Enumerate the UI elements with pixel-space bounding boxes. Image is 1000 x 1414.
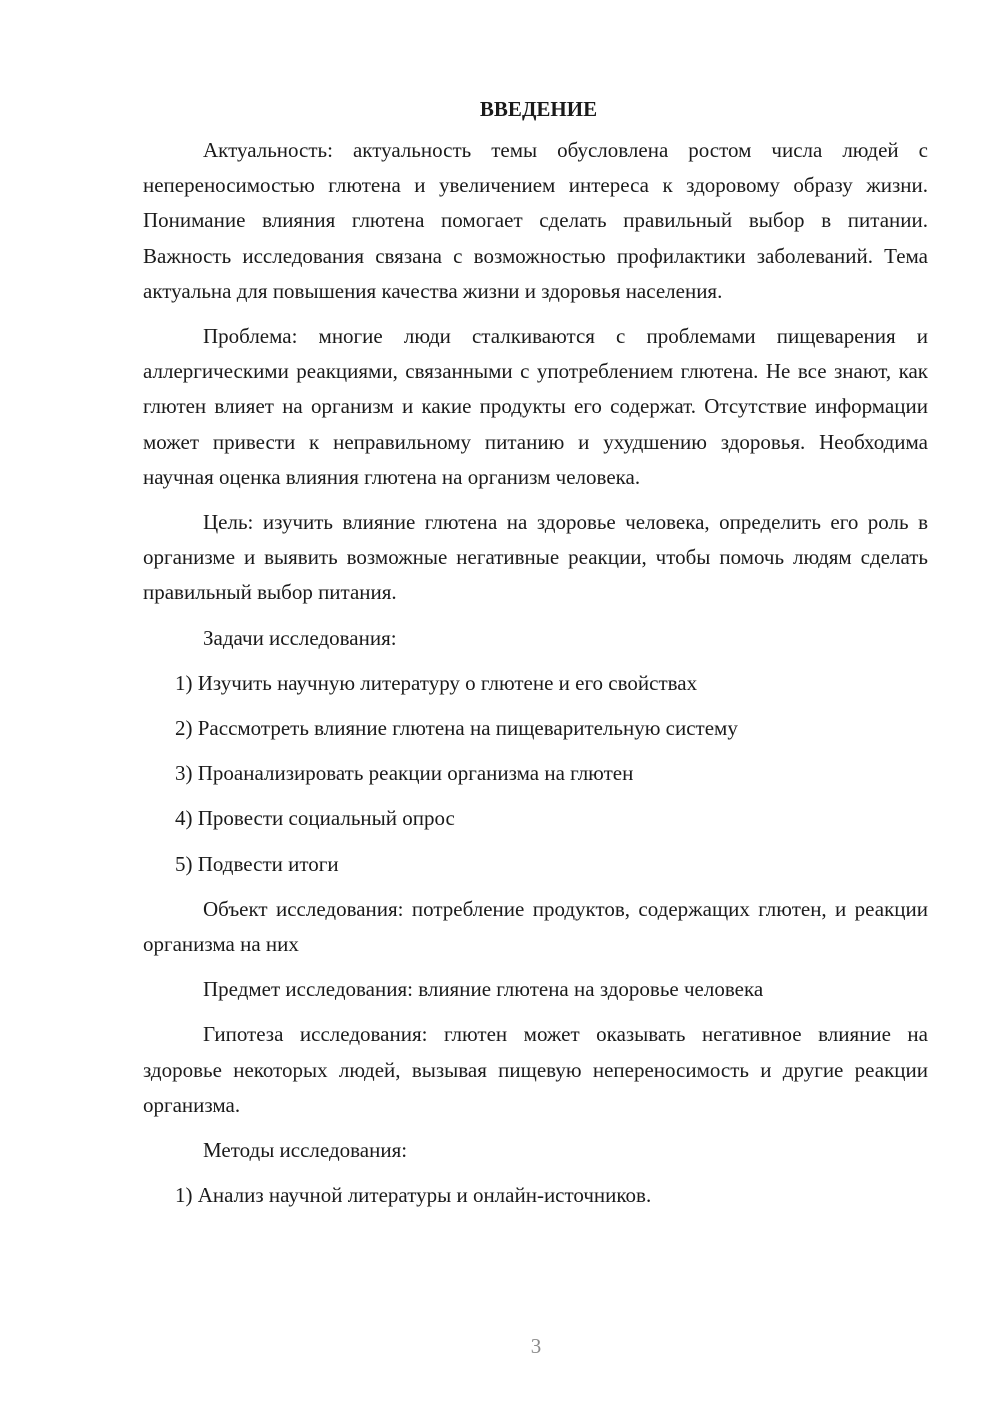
methods-heading: Методы исследования: [203,1138,408,1163]
document-page [143,92,928,1223]
problem-paragraph: Проблема: многие люди сталкиваются с проблемами пищеварения и аллергическими реакциями, связанными с употреблением глютена. Не все знают, как глютен влияет на организм и какие продукты его содержат. Отсутствие информации может привести к неправильному питанию и ухудшению здоровья. Необходима научная оценка влияния глютена на организм человека. [143,324,928,489]
task-item-2: 2) Рассмотреть влияние глютена на пищеварительную систему [175,716,738,741]
object-paragraph: Объект исследования: потребление продуктов, содержащих глютен, и реакции организма на них [143,896,928,957]
goal-paragraph: Цель: изучить влияние глютена на здоровье человека, определить его роль в организме и выявить возможные негативные реакции, чтобы помочь людям сделать правильный выбор питания. [143,510,928,605]
relevance-paragraph: Актуальность: актуальность темы обусловлена ростом числа людей с непереносимостью глютена и увеличением интереса к здоровому образу жизни. Понимание влияния глютена помогает сделать правильный выбор в питании. Важность исследования связана с возможностью профилактики заболеваний. Тема актуальна для повышения качества жизни и здоровья населения. [143,138,928,303]
task-item-1: 1) Изучить научную литературу о глютене и его свойствах [175,670,698,695]
task-item-3: 3) Проанализировать реакции организма на глютен [175,761,634,786]
method-item-1: 1) Анализ научной литературы и онлайн-источников. [175,1183,652,1208]
page-number: 3 [530,1334,542,1358]
task-item-4: 4) Провести социальный опрос [175,806,455,831]
tasks-heading: Задачи исследования: [203,625,397,650]
hypothesis-paragraph: Гипотеза исследования: глютен может оказывать негативное влияние на здоровье некоторых людей, вызывая пищевую непереносимость и другие реакции организма. [143,1022,928,1117]
section-title: ВВЕДЕНИЕ [479,97,598,121]
task-item-5: 5) Подвести итоги [175,851,339,876]
subject-paragraph: Предмет исследования: влияние глютена на здоровье человека [203,977,764,1002]
